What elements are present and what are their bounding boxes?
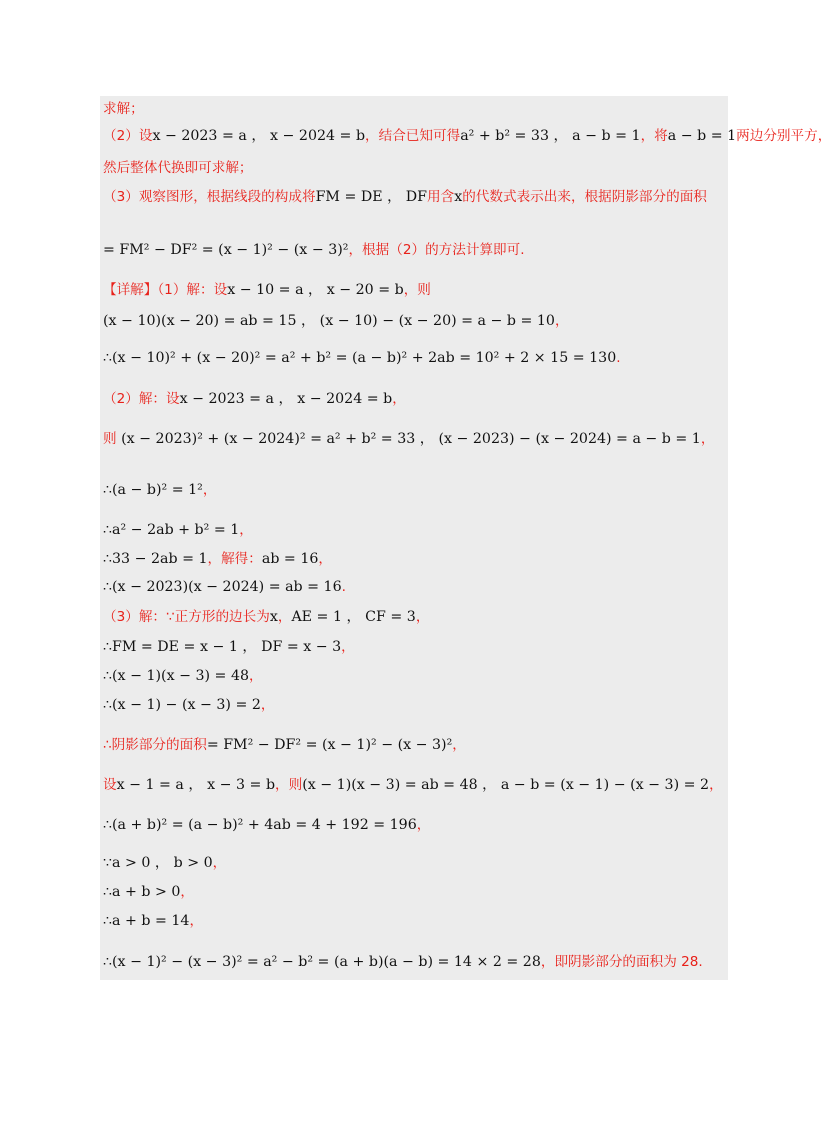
solution-line: ∴阴影部分的面积= FM² − DF² = (x − 1)² − (x − 3)²， <box>103 737 466 753</box>
solution-line: 则 (x − 2023)² + (x − 2024)² = a² + b² = 33 ， (x − 2023) − (x − 2024) = a − b = 1， <box>103 431 715 447</box>
solution-line: （2）解：设x − 2023 = a ， x − 2024 = b， <box>103 391 406 407</box>
solution-line: ∴a + b > 0， <box>103 884 195 900</box>
solution-line: ∴(x − 1)(x − 3) = 48， <box>103 668 263 684</box>
solution-line: 求解； <box>103 101 144 117</box>
solution-line: = FM² − DF² = (x − 1)² − (x − 3)²，根据（2）的方法计算即可. <box>103 242 525 258</box>
solution-line: ∴33 − 2ab = 1，解得：ab = 16， <box>103 551 332 567</box>
solution-line: （2）设x − 2023 = a ， x − 2024 = b，结合已知可得a² + b² = 33 ， a − b = 1，将a − b = 1两边分别平方， <box>103 128 831 144</box>
solution-line: 设x − 1 = a ， x − 3 = b，则(x − 1)(x − 3) = ab = 48 ， a − b = (x − 1) − (x − 3) = 2， <box>103 777 723 793</box>
solution-line: ∴(x − 10)² + (x − 20)² = a² + b² = (a − b)² + 2ab = 10² + 2 × 15 = 130. <box>103 350 621 366</box>
solution-line: 【详解】（1）解：设x − 10 = a ， x − 20 = b，则 <box>103 282 431 298</box>
solution-line: (x − 10)(x − 20) = ab = 15 ， (x − 10) − (x − 20) = a − b = 10， <box>103 313 569 329</box>
solution-line: ∴(x − 1) − (x − 3) = 2， <box>103 697 275 713</box>
solution-line: ∴(x − 2023)(x − 2024) = ab = 16. <box>103 579 346 595</box>
solution-line: 然后整体代换即可求解； <box>103 160 253 176</box>
solution-line: ∴FM = DE = x − 1 ， DF = x − 3， <box>103 639 355 655</box>
solution-line: ∴(a + b)² = (a − b)² + 4ab = 4 + 192 = 196， <box>103 817 431 833</box>
solution-line: （3）观察图形，根据线段的构成将FM = DE ， DF用含x的代数式表示出来，根据阴影部分的面积 <box>103 189 707 205</box>
solution-line: （3）解：∵正方形的边长为x，AE = 1 ， CF = 3， <box>103 609 430 625</box>
solution-line: ∴(x − 1)² − (x − 3)² = a² − b² = (a + b)(a − b) = 14 × 2 = 28，即阴影部分的面积为 28. <box>103 954 703 970</box>
solution-line: ∴a + b = 14， <box>103 913 204 929</box>
solution-line: ∴a² − 2ab + b² = 1， <box>103 522 253 538</box>
solution-line: ∵a > 0 ， b > 0， <box>103 855 227 871</box>
solution-line: ∴(a − b)² = 1²， <box>103 482 217 498</box>
